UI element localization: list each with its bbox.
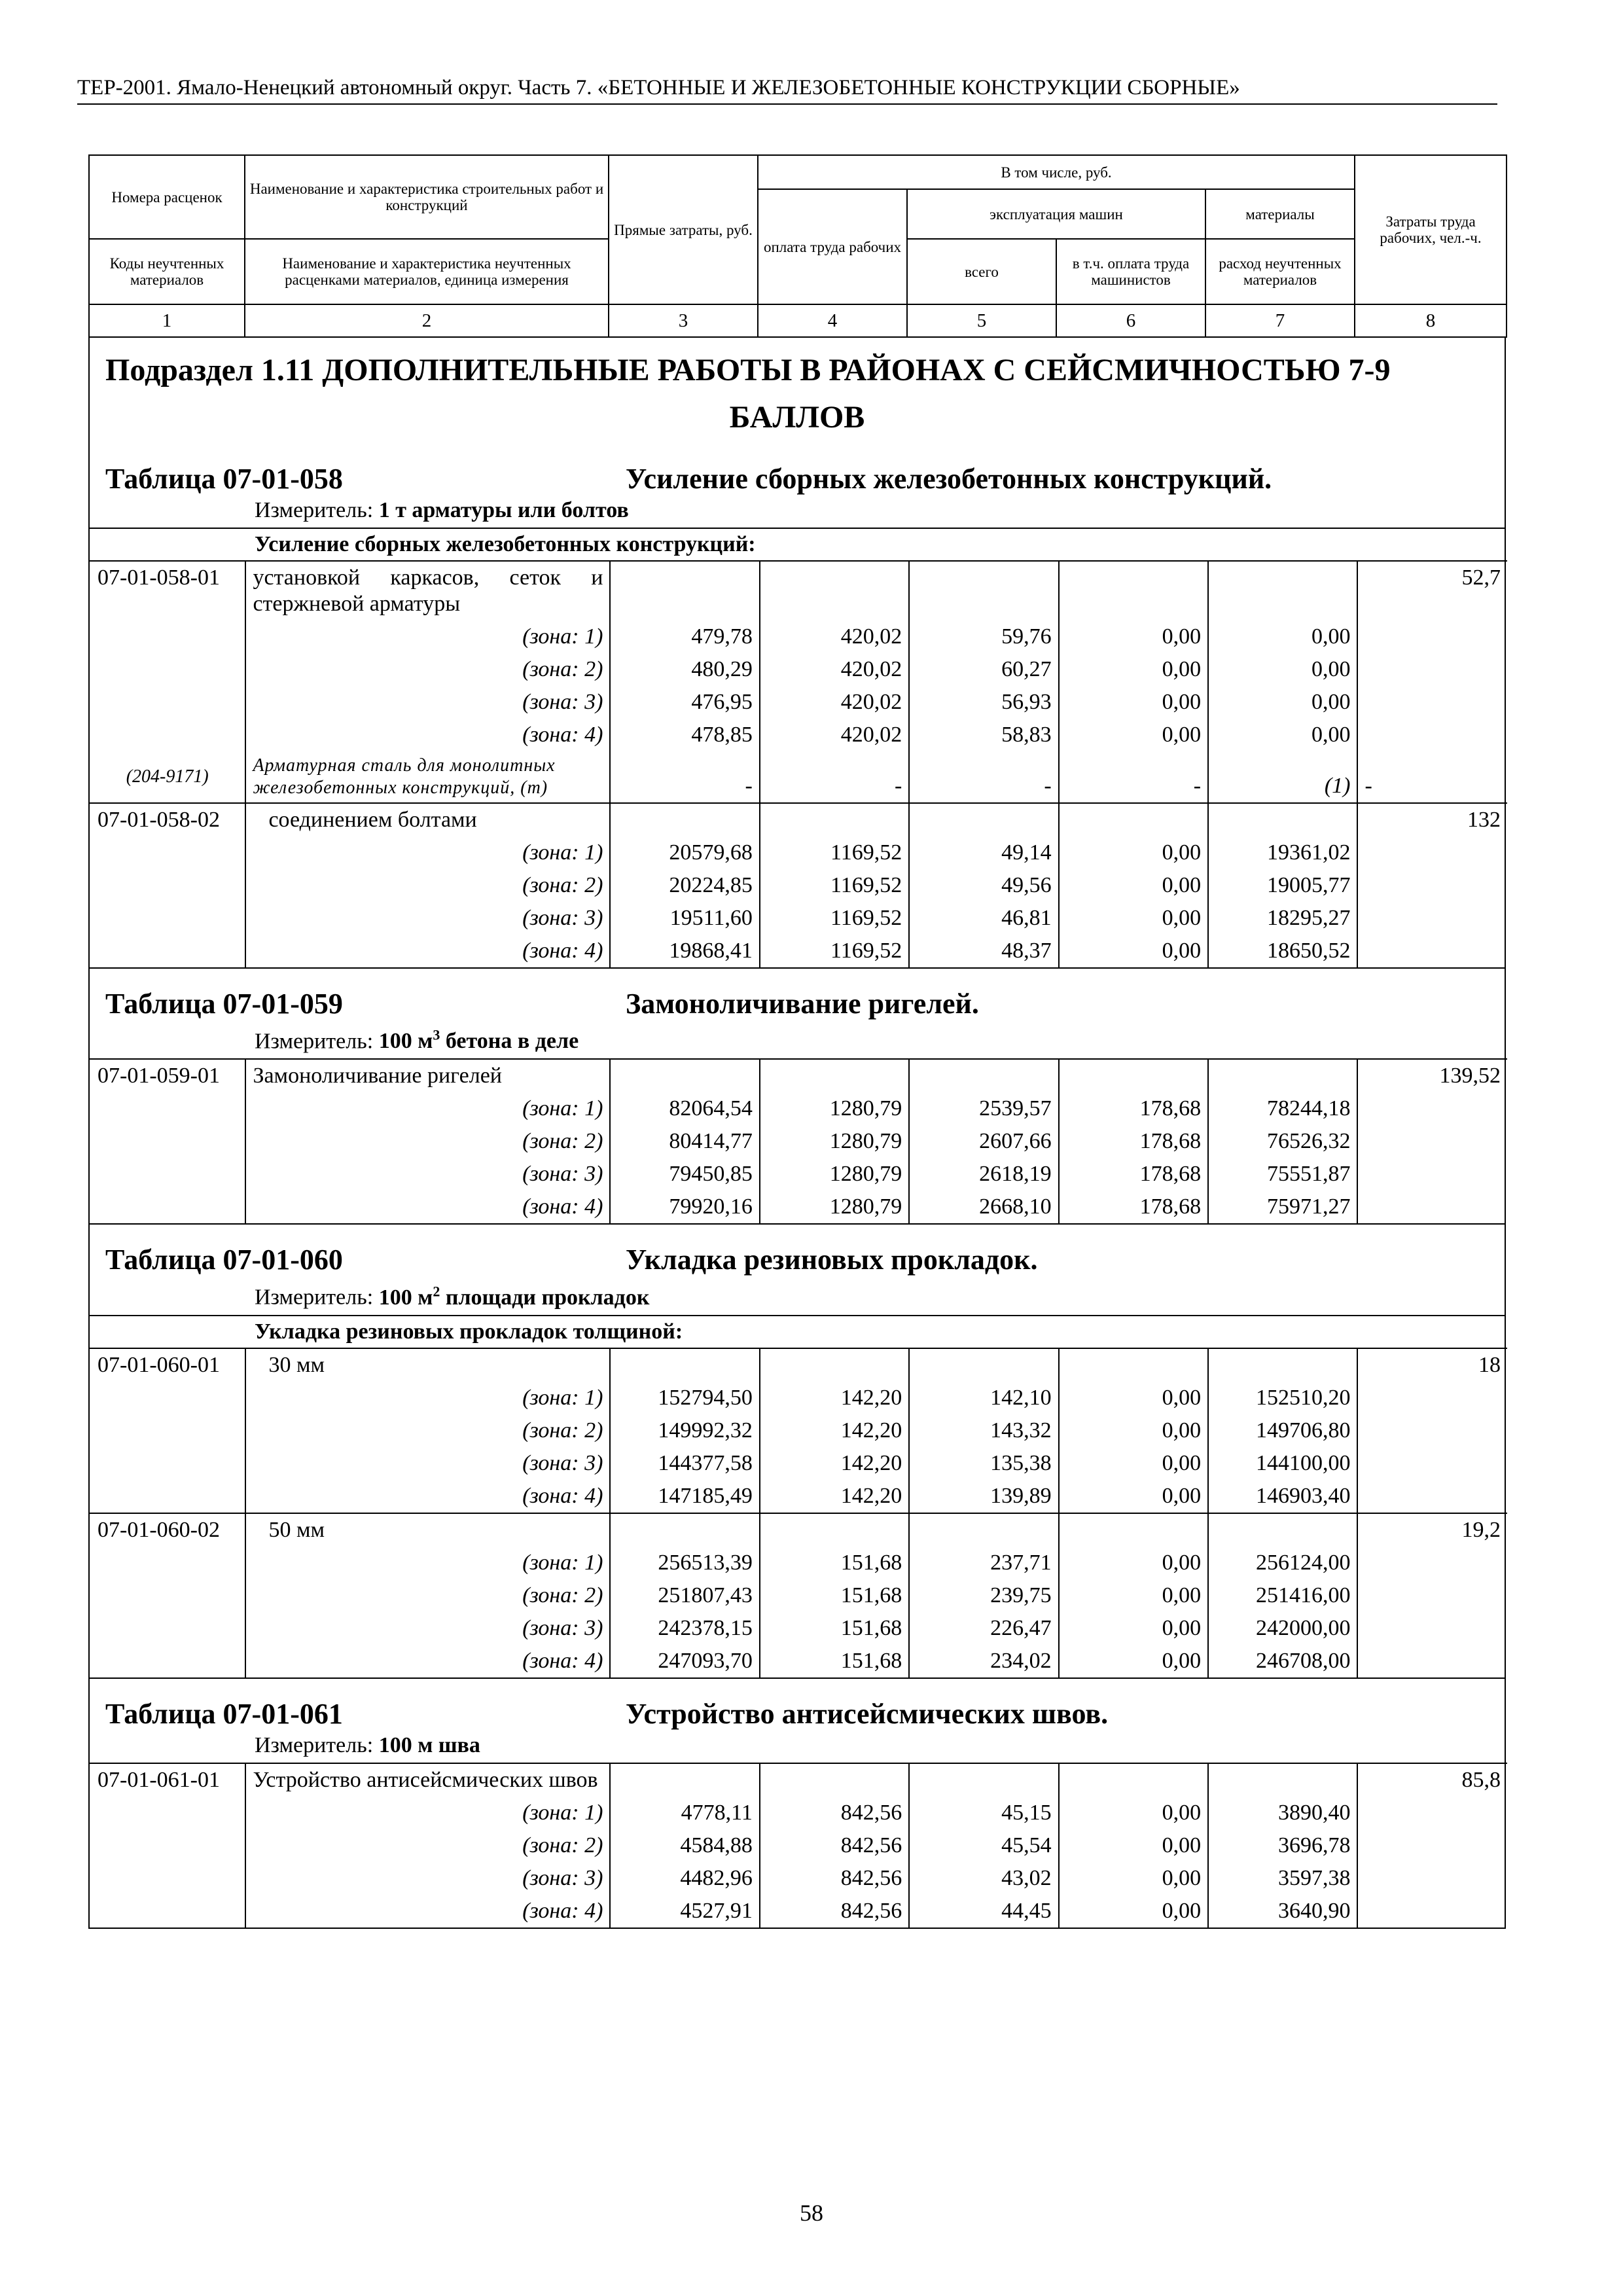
- cost-value: 2539,57: [909, 1092, 1058, 1125]
- zone-row: [90, 1547, 1507, 1579]
- zone-label: (зона: 1): [245, 1092, 610, 1125]
- rate-name: 30 мм: [245, 1348, 610, 1382]
- cost-value: 1280,79: [760, 1191, 909, 1223]
- zone-label: (зона: 1): [245, 1547, 610, 1579]
- header-unaccounted-materials: расход неучтенных материалов: [1205, 239, 1355, 304]
- cost-value: 247093,70: [610, 1645, 759, 1677]
- zone-row: [90, 1414, 1507, 1447]
- cost-value: 1280,79: [760, 1125, 909, 1158]
- cost-value: 46,81: [909, 902, 1058, 935]
- cost-value: 420,02: [760, 686, 909, 719]
- meter-label: Измеритель:: [255, 498, 374, 522]
- cost-value: 2607,66: [909, 1125, 1058, 1158]
- cost-value: 18295,27: [1208, 902, 1357, 935]
- zone-row: [90, 836, 1507, 869]
- cost-value: 0,00: [1059, 1829, 1208, 1862]
- cost-value: 842,56: [760, 1797, 909, 1829]
- cost-value: 0,00: [1208, 719, 1357, 751]
- table-row: [90, 1763, 1507, 1797]
- cost-value: 0,00: [1208, 686, 1357, 719]
- cost-value: 142,20: [760, 1480, 909, 1513]
- cost-value: 142,20: [760, 1414, 909, 1447]
- cost-value: 19868,41: [610, 935, 759, 967]
- cost-value: 0,00: [1059, 836, 1208, 869]
- cost-value: 4482,96: [610, 1862, 759, 1895]
- measurement-unit: [90, 1278, 1505, 1314]
- cost-value: 0,00: [1208, 653, 1357, 686]
- cost-value: 478,85: [610, 719, 759, 751]
- column-number: 4: [758, 304, 907, 337]
- meter-label: Измеритель:: [255, 1029, 374, 1054]
- cost-value: 226,47: [909, 1612, 1058, 1645]
- measurement-unit: [90, 497, 1505, 528]
- zone-label: (зона: 1): [245, 836, 610, 869]
- labor-value: 19,2: [1357, 1513, 1507, 1547]
- cost-value: 19005,77: [1208, 869, 1357, 902]
- cost-value: 43,02: [909, 1862, 1058, 1895]
- table-row: [90, 561, 1507, 620]
- cost-value: 151,68: [760, 1645, 909, 1677]
- material-name: Арматурная сталь для монолитных железобетонных конструкций, (т): [245, 751, 610, 803]
- cost-value: 3597,38: [1208, 1862, 1357, 1895]
- column-number: 7: [1205, 304, 1355, 337]
- cost-value: 20579,68: [610, 836, 759, 869]
- cost-value: 135,38: [909, 1447, 1058, 1480]
- subheading: Усиление сборных железобетонных конструкций:: [90, 528, 1505, 560]
- cost-value: 239,75: [909, 1579, 1058, 1612]
- header-worker-pay: оплата труда рабочих: [758, 189, 907, 304]
- zone-row: [90, 1158, 1507, 1191]
- cost-value: 1169,52: [760, 869, 909, 902]
- document-body: [88, 338, 1506, 1929]
- cost-value: 0,00: [1059, 902, 1208, 935]
- cost-value: 49,56: [909, 869, 1058, 902]
- cost-value: 79920,16: [610, 1191, 759, 1223]
- cost-value: 4778,11: [610, 1797, 759, 1829]
- zone-label: (зона: 2): [245, 653, 610, 686]
- cost-value: 142,10: [909, 1382, 1058, 1414]
- cost-value: 0,00: [1059, 1797, 1208, 1829]
- cost-value: 75551,87: [1208, 1158, 1357, 1191]
- table-number: Таблица 07-01-061: [105, 1697, 343, 1730]
- zone-row: [90, 1092, 1507, 1125]
- table-name: Укладка резиновых прокладок.: [626, 1244, 1038, 1276]
- rate-code: 07-01-058-01: [90, 561, 245, 620]
- rates-table-060: [90, 1348, 1507, 1677]
- zone-row: [90, 1480, 1507, 1513]
- cost-value: 4527,91: [610, 1895, 759, 1928]
- header-machines: эксплуатация машин: [907, 189, 1205, 239]
- column-number: 8: [1355, 304, 1507, 337]
- cost-value: 480,29: [610, 653, 759, 686]
- cost-value: 0,00: [1059, 869, 1208, 902]
- labor-value: 85,8: [1357, 1763, 1507, 1797]
- cost-value: -: [610, 751, 759, 803]
- page-header: ТЕР-2001. Ямало-Ненецкий автономный округ. Часть 7. «БЕТОННЫЕ И ЖЕЛЕЗОБЕТОННЫЕ КОНСТРУКЦИИ СБОРНЫЕ»: [77, 73, 1497, 105]
- cost-value: 251416,00: [1208, 1579, 1357, 1612]
- cost-value: 79450,85: [610, 1158, 759, 1191]
- zone-label: (зона: 1): [245, 1797, 610, 1829]
- section-title: [90, 338, 1505, 444]
- rate-code: 07-01-060-01: [90, 1348, 245, 1382]
- cost-value: 0,00: [1059, 719, 1208, 751]
- cost-value: 139,89: [909, 1480, 1058, 1513]
- zone-row: [90, 686, 1507, 719]
- rate-code: 07-01-058-02: [90, 803, 245, 836]
- column-number: 6: [1056, 304, 1205, 337]
- header-labor-costs: Затраты труда рабочих, чел.-ч.: [1355, 155, 1507, 304]
- zone-row: [90, 1125, 1507, 1158]
- cost-value: 842,56: [760, 1862, 909, 1895]
- table-number: Таблица 07-01-059: [105, 988, 343, 1020]
- labor-value: 139,52: [1357, 1059, 1507, 1092]
- material-code: (204-9171): [126, 766, 209, 787]
- cost-value: 0,00: [1059, 1547, 1208, 1579]
- table-row: [90, 803, 1507, 836]
- cost-value: 0,00: [1059, 1447, 1208, 1480]
- header-material-codes: Коды неучтенных материалов: [89, 239, 245, 304]
- cost-value: 178,68: [1059, 1092, 1208, 1125]
- cost-value: 142,20: [760, 1447, 909, 1480]
- zone-label: (зона: 3): [245, 1862, 610, 1895]
- cost-value: 246708,00: [1208, 1645, 1357, 1677]
- rate-name: Замоноличивание ригелей: [245, 1059, 610, 1092]
- meter-value: 1 т арматуры или болтов: [378, 498, 629, 522]
- cost-value: 237,71: [909, 1547, 1058, 1579]
- meter-value: 100 м шва: [378, 1732, 480, 1757]
- rate-name: Устройство антисейсмических швов: [245, 1763, 610, 1797]
- cost-value: 0,00: [1059, 620, 1208, 653]
- column-header-table: [88, 154, 1507, 338]
- cost-value: 60,27: [909, 653, 1058, 686]
- zone-label: (зона: 2): [245, 1829, 610, 1862]
- meter-value: 100 $м^3$ бетона в деле: [378, 1027, 579, 1054]
- header-materials: материалы: [1205, 189, 1355, 239]
- cost-value: 147185,49: [610, 1480, 759, 1513]
- zone-row: [90, 902, 1507, 935]
- subheading: Укладка резиновых прокладок толщиной:: [90, 1315, 1505, 1348]
- column-number: 3: [609, 304, 758, 337]
- cost-value: 144377,58: [610, 1447, 759, 1480]
- cost-value: 256513,39: [610, 1547, 759, 1579]
- zone-row: [90, 1382, 1507, 1414]
- zone-row: [90, 1612, 1507, 1645]
- meter-label: Измеритель:: [255, 1285, 374, 1310]
- zone-label: (зона: 3): [245, 1158, 610, 1191]
- table-name: Устройство антисейсмических швов.: [626, 1697, 1109, 1730]
- section-title-line2: БАЛЛОВ: [729, 400, 865, 435]
- zone-row: [90, 620, 1507, 653]
- measurement-unit: [90, 1732, 1505, 1763]
- labor-value: 132: [1357, 803, 1507, 836]
- zone-label: (зона: 4): [245, 1645, 610, 1677]
- cost-value: 178,68: [1059, 1191, 1208, 1223]
- cost-value: 59,76: [909, 620, 1058, 653]
- cost-value: 44,45: [909, 1895, 1058, 1928]
- zone-row: [90, 1191, 1507, 1223]
- cost-value: 842,56: [760, 1895, 909, 1928]
- cost-value: 2668,10: [909, 1191, 1058, 1223]
- zone-label: (зона: 4): [245, 1480, 610, 1513]
- zone-label: (зона: 2): [245, 1414, 610, 1447]
- table-title-058: [90, 444, 1505, 497]
- labor-value: 52,7: [1357, 561, 1507, 620]
- cost-value: 0,00: [1059, 653, 1208, 686]
- cost-value: 0,00: [1208, 620, 1357, 653]
- page-number: 58: [800, 2200, 823, 2226]
- zone-label: (зона: 3): [245, 902, 610, 935]
- header-rate-number: Номера расценок: [89, 155, 245, 239]
- cost-value: 3640,90: [1208, 1895, 1357, 1928]
- cost-value: 420,02: [760, 620, 909, 653]
- meter-value: 100 $м^2$ площади прокладок: [378, 1283, 650, 1310]
- rate-code: 07-01-059-01: [90, 1059, 245, 1092]
- rates-table-061: [90, 1763, 1507, 1928]
- column-number: 2: [245, 304, 609, 337]
- rates-table-058: [90, 560, 1507, 967]
- zone-row: [90, 1797, 1507, 1829]
- cost-value: 151,68: [760, 1612, 909, 1645]
- cost-value: 476,95: [610, 686, 759, 719]
- cost-value: 0,00: [1059, 1862, 1208, 1895]
- cost-value: -: [909, 751, 1058, 803]
- cost-value: 0,00: [1059, 1645, 1208, 1677]
- rate-code: 07-01-060-02: [90, 1513, 245, 1547]
- zone-label: (зона: 2): [245, 869, 610, 902]
- zone-row: [90, 1895, 1507, 1928]
- cost-value: 3890,40: [1208, 1797, 1357, 1829]
- cost-value: 2618,19: [909, 1158, 1058, 1191]
- main-content: [88, 154, 1506, 1929]
- zone-row: [90, 869, 1507, 902]
- cost-value: 19361,02: [1208, 836, 1357, 869]
- cost-value: 242000,00: [1208, 1612, 1357, 1645]
- cost-value: -: [760, 751, 909, 803]
- cost-value: 1280,79: [760, 1092, 909, 1125]
- table-name: Усиление сборных железобетонных конструкций.: [626, 463, 1272, 495]
- cost-value: 75971,27: [1208, 1191, 1357, 1223]
- rate-name: соединением болтами: [245, 803, 610, 836]
- cost-value: 45,15: [909, 1797, 1058, 1829]
- table-title-061: [90, 1679, 1505, 1732]
- cost-value: 82064,54: [610, 1092, 759, 1125]
- cost-value: 45,54: [909, 1829, 1058, 1862]
- cost-value: 3696,78: [1208, 1829, 1357, 1862]
- cost-value: 256124,00: [1208, 1547, 1357, 1579]
- header-direct-costs: Прямые затраты, руб.: [609, 155, 758, 304]
- cost-value: 20224,85: [610, 869, 759, 902]
- cost-value: 19511,60: [610, 902, 759, 935]
- zone-row: [90, 653, 1507, 686]
- header-work-name: Наименование и характеристика строительных работ и конструкций: [245, 155, 609, 239]
- cost-value: 142,20: [760, 1382, 909, 1414]
- column-number: 5: [907, 304, 1056, 337]
- cost-value: 56,93: [909, 686, 1058, 719]
- zone-label: (зона: 4): [245, 1895, 610, 1928]
- cost-value: 178,68: [1059, 1158, 1208, 1191]
- zone-row: [90, 1645, 1507, 1677]
- cost-value: (1): [1208, 751, 1357, 803]
- zone-label: (зона: 3): [245, 686, 610, 719]
- zone-label: (зона: 4): [245, 719, 610, 751]
- labor-value: 18: [1357, 1348, 1507, 1382]
- zone-label: (зона: 1): [245, 620, 610, 653]
- cost-value: 1169,52: [760, 935, 909, 967]
- zone-label: (зона: 3): [245, 1612, 610, 1645]
- zone-label: (зона: 2): [245, 1579, 610, 1612]
- cost-value: 0,00: [1059, 1382, 1208, 1414]
- cost-value: 149992,32: [610, 1414, 759, 1447]
- cost-value: 78244,18: [1208, 1092, 1357, 1125]
- cost-value: 151,68: [760, 1547, 909, 1579]
- cost-value: 479,78: [610, 620, 759, 653]
- cost-value: 0,00: [1059, 1414, 1208, 1447]
- zone-label: (зона: 2): [245, 1125, 610, 1158]
- cost-value: 0,00: [1059, 1579, 1208, 1612]
- cost-value: 178,68: [1059, 1125, 1208, 1158]
- cost-value: 1169,52: [760, 902, 909, 935]
- cost-value: 49,14: [909, 836, 1058, 869]
- cost-value: -: [1059, 751, 1208, 803]
- table-row: [90, 1059, 1507, 1092]
- rate-name: установкой каркасов, сеток и стержневой арматуры: [245, 561, 610, 620]
- measurement-unit: [90, 1022, 1505, 1058]
- cost-value: 4584,88: [610, 1829, 759, 1862]
- zone-row: [90, 719, 1507, 751]
- cost-value: 58,83: [909, 719, 1058, 751]
- cost-value: 48,37: [909, 935, 1058, 967]
- rates-table-059: [90, 1058, 1507, 1223]
- rate-name: 50 мм: [245, 1513, 610, 1547]
- rate-code: 07-01-061-01: [90, 1763, 245, 1797]
- cost-value: 242378,15: [610, 1612, 759, 1645]
- table-number: Таблица 07-01-058: [105, 463, 343, 495]
- zone-row: [90, 1862, 1507, 1895]
- cost-value: 143,32: [909, 1414, 1058, 1447]
- cost-value: 80414,77: [610, 1125, 759, 1158]
- zone-label: (зона: 3): [245, 1447, 610, 1480]
- cost-value: 0,00: [1059, 686, 1208, 719]
- header-machines-total: всего: [907, 239, 1056, 304]
- cost-value: 0,00: [1059, 935, 1208, 967]
- cost-value: 1280,79: [760, 1158, 909, 1191]
- zone-label: (зона: 4): [245, 935, 610, 967]
- section-title-line1: Подраздел 1.11 ДОПОЛНИТЕЛЬНЫЕ РАБОТЫ В РАЙОНАХ С СЕЙСМИЧНОСТЬЮ 7-9: [105, 353, 1391, 387]
- cost-value: 0,00: [1059, 1612, 1208, 1645]
- cost-value: 144100,00: [1208, 1447, 1357, 1480]
- table-row: [90, 1513, 1507, 1547]
- zone-label: (зона: 1): [245, 1382, 610, 1414]
- header-machinist-pay: в т.ч. оплата труда машинистов: [1056, 239, 1205, 304]
- cost-value: 842,56: [760, 1829, 909, 1862]
- cost-value: 152794,50: [610, 1382, 759, 1414]
- table-number: Таблица 07-01-060: [105, 1244, 343, 1276]
- table-title-059: [90, 969, 1505, 1022]
- cost-value: 146903,40: [1208, 1480, 1357, 1513]
- material-row: (204-9171) Арматурная сталь для монолитных железобетонных конструкций, (т) - - - - (1) -: [90, 751, 1507, 803]
- cost-value: 149706,80: [1208, 1414, 1357, 1447]
- header-material-names: Наименование и характеристика неучтенных расценками материалов, единица измерения: [245, 239, 609, 304]
- cost-value: 18650,52: [1208, 935, 1357, 967]
- cost-value: 151,68: [760, 1579, 909, 1612]
- cost-value: 1169,52: [760, 836, 909, 869]
- zone-label: (зона: 4): [245, 1191, 610, 1223]
- cost-value: 152510,20: [1208, 1382, 1357, 1414]
- cost-value: 420,02: [760, 653, 909, 686]
- zone-row: [90, 1447, 1507, 1480]
- cost-value: 76526,32: [1208, 1125, 1357, 1158]
- column-number: 1: [89, 304, 245, 337]
- header-including: В том числе, руб.: [758, 155, 1355, 189]
- zone-row: [90, 1579, 1507, 1612]
- cost-value: 251807,43: [610, 1579, 759, 1612]
- meter-label: Измеритель:: [255, 1732, 374, 1757]
- cost-value: 0,00: [1059, 1895, 1208, 1928]
- zone-row: [90, 1829, 1507, 1862]
- table-name: Замоноличивание ригелей.: [626, 988, 979, 1020]
- table-row: [90, 1348, 1507, 1382]
- cost-value: 420,02: [760, 719, 909, 751]
- cost-value: 234,02: [909, 1645, 1058, 1677]
- table-title-060: [90, 1225, 1505, 1278]
- zone-row: [90, 935, 1507, 967]
- cost-value: 0,00: [1059, 1480, 1208, 1513]
